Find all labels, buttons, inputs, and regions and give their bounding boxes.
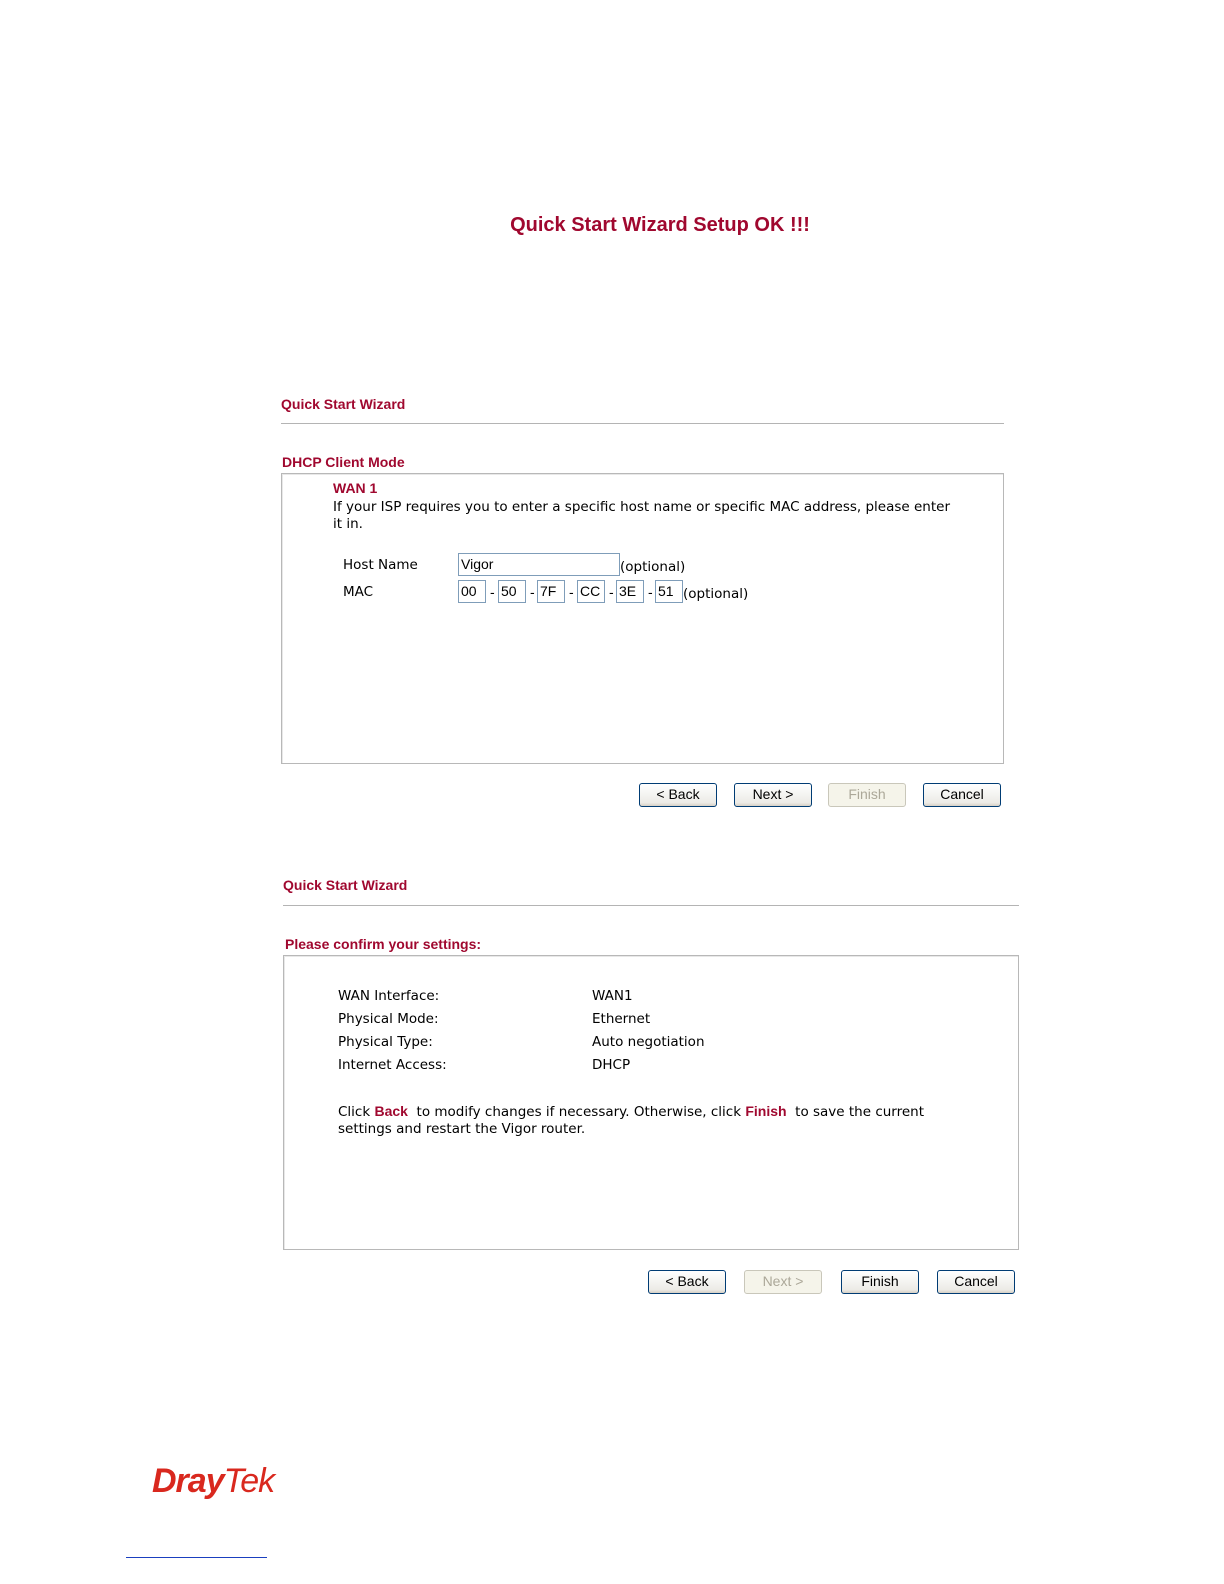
wan-interface-value: WAN1: [592, 988, 633, 1004]
note-text: to modify changes if necessary. Otherwise, click: [407, 1104, 746, 1120]
mac-separator: -: [648, 584, 653, 600]
host-name-input[interactable]: Vigor: [458, 553, 620, 576]
back-button[interactable]: < Back: [648, 1270, 726, 1294]
wizard1-divider: [281, 423, 1004, 424]
physical-mode-label: Physical Mode:: [338, 1011, 439, 1027]
wizard2-divider: [283, 905, 1019, 906]
note-text: to save the current settings and restart the Vigor router.: [338, 1104, 929, 1137]
finish-button[interactable]: Finish: [841, 1270, 919, 1294]
mac-separator: -: [569, 584, 574, 600]
logo-dray: Dray: [152, 1462, 224, 1500]
confirm-settings-panel: [283, 955, 1019, 1250]
physical-type-value: Auto negotiation: [592, 1034, 705, 1050]
mac-octet-4-input[interactable]: CC: [577, 580, 605, 603]
footer-line: [126, 1557, 267, 1558]
internet-access-label: Internet Access:: [338, 1057, 447, 1073]
finish-button[interactable]: Finish: [828, 783, 906, 807]
mac-separator: -: [609, 584, 614, 600]
mac-octet-2-input[interactable]: 50: [498, 580, 526, 603]
note-finish-keyword: Finish: [745, 1103, 787, 1119]
mac-optional: (optional): [683, 586, 749, 602]
cancel-button[interactable]: Cancel: [937, 1270, 1015, 1294]
back-button[interactable]: < Back: [639, 783, 717, 807]
mac-octet-1-input[interactable]: 00: [458, 580, 486, 603]
dhcp-instruction: If your ISP requires you to enter a specific host name or specific MAC address, please enter it in.: [333, 499, 951, 532]
physical-type-label: Physical Type:: [338, 1034, 433, 1050]
mac-separator: -: [490, 584, 495, 600]
wan1-label: WAN 1: [333, 480, 378, 496]
internet-access-value: DHCP: [592, 1057, 631, 1073]
note-back-keyword: Back: [374, 1103, 408, 1119]
next-button[interactable]: Next >: [744, 1270, 822, 1294]
cancel-button[interactable]: Cancel: [923, 783, 1001, 807]
setup-ok-headline: Quick Start Wizard Setup OK !!!: [510, 214, 810, 236]
note-text: Click: [338, 1104, 375, 1120]
mac-separator: -: [530, 584, 535, 600]
wizard1-section-title: DHCP Client Mode: [282, 454, 405, 470]
physical-mode-value: Ethernet: [592, 1011, 651, 1027]
confirm-note: [338, 1103, 978, 1138]
mac-octet-6-input[interactable]: 51: [655, 580, 683, 603]
dhcp-client-panel: [281, 473, 1004, 764]
next-button[interactable]: Next >: [734, 783, 812, 807]
wizard1-title: Quick Start Wizard: [281, 396, 406, 412]
mac-octet-3-input[interactable]: 7F: [537, 580, 565, 603]
draytek-logo: [152, 1462, 274, 1501]
wan-interface-label: WAN Interface:: [338, 988, 440, 1004]
mac-octet-5-input[interactable]: 3E: [616, 580, 644, 603]
mac-label: MAC: [343, 584, 374, 600]
wizard2-title: Quick Start Wizard: [283, 877, 408, 893]
host-name-label: Host Name: [343, 557, 418, 573]
wizard2-section-title: Please confirm your settings:: [285, 936, 482, 952]
logo-tek: Tek: [223, 1462, 275, 1500]
host-name-optional: (optional): [620, 559, 686, 575]
